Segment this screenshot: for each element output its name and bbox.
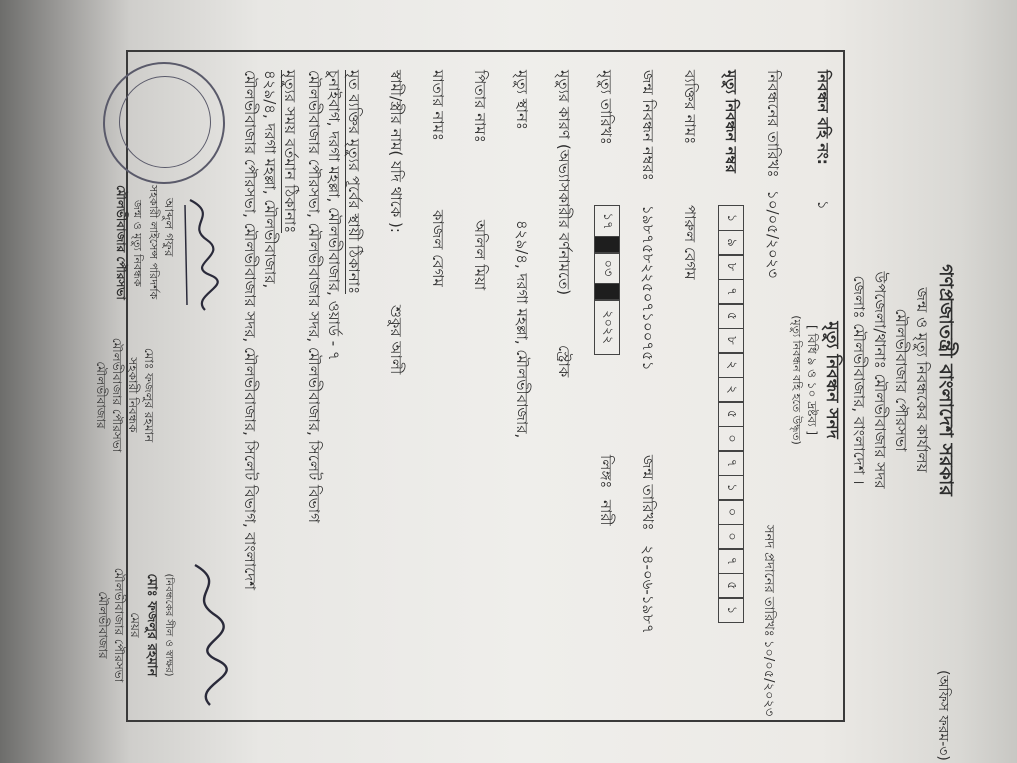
reg-digit: ১ bbox=[718, 475, 744, 501]
reg-digit: ৭ bbox=[718, 279, 744, 305]
upazila-line: উপজেলা/থানাঃ মৌলভীবাজার সদর bbox=[871, 271, 889, 489]
death-date-label: মৃত্যু তারিখঃ bbox=[597, 70, 615, 145]
registration-date-value: ১০/০৫/২০২৩ bbox=[764, 190, 782, 279]
spouse-name-value: শুকুর আলী bbox=[387, 305, 405, 375]
municipality-line: মৌলভীবাজার পৌরসভা bbox=[892, 308, 910, 452]
stamp-name: আব্দুল গফুর bbox=[162, 198, 176, 257]
certificate-page bbox=[85, 0, 985, 763]
reg-digit: ৫ bbox=[718, 573, 744, 599]
reg-digit: ৭ bbox=[718, 548, 744, 574]
reg-digit: ২ bbox=[718, 377, 744, 403]
left-signatory-title: সহকারী নিবন্ধক bbox=[126, 357, 140, 433]
issue-date-value: ১০/০৫/২০২৩ bbox=[761, 640, 776, 717]
reg-digit: ৯ bbox=[718, 230, 744, 256]
present-address-line1: ৪২৯/৪, দরগা মহল্লা, মৌলভীবাজার, bbox=[261, 70, 279, 289]
right-signatory-name: মোঃ ফজলুর রহমান bbox=[144, 573, 159, 677]
stamp-office: জন্ম ও মৃত্যু নিবন্ধক bbox=[131, 200, 144, 287]
reg-digit: ০ bbox=[718, 524, 744, 550]
cause-of-death-label: মৃত্যুর কারণ (অভ্যাসকারীর বর্ণনামতে) bbox=[555, 70, 573, 296]
left-signatory-office: মৌলভীবাজার পৌরসভা bbox=[110, 337, 124, 453]
present-address-label: মৃত্যুর সময় বর্তমান ঠিকানাঃ bbox=[281, 70, 299, 234]
birth-reg-number-value: ১৯৮৭৫৮২২৫০৭১০০৭৫১ bbox=[639, 205, 657, 371]
birth-reg-number-label: জন্ম নিবন্ধন নম্বরঃ bbox=[639, 70, 657, 181]
right-signatory-district: মৌলভীবাজার bbox=[96, 591, 110, 659]
reg-digit: ৮ bbox=[718, 328, 744, 354]
present-address-line2: মৌলভীবাজার পৌরসভা, মৌলভীবাজার সদর, মৌলভীবাজার, সিলেট বিভাগ, বাংলাদেশ bbox=[241, 70, 259, 590]
cause-of-death-value: স্ট্রোক bbox=[555, 345, 573, 378]
certificate-title: মৃত্যু নিবন্ধন সনদ bbox=[822, 321, 842, 439]
permanent-address-label: মৃত ব্যক্তির মৃত্যুর পূর্বের স্থায়ী ঠিকানাঃ bbox=[345, 70, 363, 295]
death-year: ২০২২ bbox=[594, 299, 620, 355]
left-signature bbox=[177, 195, 225, 315]
place-of-death-label: মৃত্যু স্থানঃ bbox=[513, 70, 531, 130]
reg-digit: ০ bbox=[718, 499, 744, 525]
govt-title: গণপ্রজাতন্ত্রী বাংলাদেশ সরকার bbox=[935, 264, 957, 496]
spouse-name-label: স্বামী/স্ত্রীর নাম( যদি থাকে ): bbox=[387, 70, 405, 233]
reg-digit: ৫ bbox=[718, 401, 744, 427]
issue-date-label: সনদ প্রদানের তারিখঃ bbox=[761, 525, 776, 637]
death-date-boxes bbox=[594, 205, 620, 354]
permanent-address-line2: মৌলভীবাজার পৌরসভা, মৌলভীবাজার সদর, মৌলভীবাজার, সিলেট বিভাগ bbox=[305, 70, 323, 523]
rule-reference: [ বিধি ৯ ও ১০ দ্রষ্টব্য ] bbox=[805, 324, 819, 436]
place-of-death-value: ৪২৯/৪, দরগা মহল্লা, মৌলভীবাজার, bbox=[513, 220, 531, 439]
office-line: জন্ম ও মৃত্যু নিবন্ধকের কার্যালয় bbox=[913, 287, 931, 473]
death-reg-number-boxes bbox=[718, 205, 744, 622]
date-separator bbox=[594, 283, 620, 301]
death-day: ১৭ bbox=[594, 205, 620, 237]
reg-digit: ৭ bbox=[718, 450, 744, 476]
district-line: জেলাঃ মৌলভীবাজার, বাংলাদেশ । bbox=[850, 275, 868, 485]
right-signature bbox=[175, 560, 235, 710]
permanent-address-line1: চুনাইবাগ, দরগা মহল্লা, মৌলভীবাজার, ওয়ার্ড - ৭ bbox=[325, 70, 343, 361]
certificate-sheet bbox=[85, 0, 985, 763]
death-month: ০৩ bbox=[594, 252, 620, 284]
reg-digit: ০ bbox=[718, 426, 744, 452]
left-signatory-name: মোঃ ফজলুর রহমান bbox=[142, 347, 156, 443]
registrar-seal-caption: (নিবন্ধকের সীল ও স্বাক্ষর) bbox=[163, 573, 174, 677]
deceased-name-label: ব্যক্তির নামঃ bbox=[681, 70, 699, 145]
extract-note: (মৃত্যু নিবন্ধন বহি হতে উদ্ধৃত) bbox=[790, 315, 803, 445]
official-seal bbox=[103, 62, 225, 184]
mother-name-label: মাতার নামঃ bbox=[429, 70, 447, 141]
reg-digit: ২ bbox=[718, 352, 744, 378]
reg-digit: ৮ bbox=[718, 254, 744, 280]
form-number: (অফিস ফরম-৩) bbox=[935, 670, 951, 761]
right-signatory-office: মৌলভীবাজার পৌরসভা bbox=[112, 567, 126, 683]
birth-date-label: জন্ম তারিখঃ bbox=[639, 455, 657, 531]
stamp-designation: সহকারী লাইসেন্স পরিদর্শক bbox=[147, 185, 160, 300]
reg-digit: ১ bbox=[718, 597, 744, 623]
deceased-name-value: পারুল বেগম bbox=[681, 205, 699, 280]
reg-digit: ১ bbox=[718, 205, 744, 231]
gender-value: নারী bbox=[597, 500, 615, 526]
gender-label: লিঙ্গঃ bbox=[597, 455, 615, 489]
reg-digit: ৫ bbox=[718, 303, 744, 329]
father-name-value: অলিল মিয়া bbox=[471, 220, 489, 291]
left-signatory-district: মৌলভীবাজার bbox=[94, 361, 108, 429]
register-book-value: ১ bbox=[814, 200, 832, 210]
date-separator bbox=[594, 236, 620, 254]
death-reg-number-label: মৃত্যু নিবন্ধন নম্বর bbox=[722, 70, 740, 173]
mother-name-value: কাজল বেগম bbox=[429, 210, 447, 287]
birth-date-value: ২৪-০৬-১৯৮৭ bbox=[639, 545, 657, 634]
right-signatory-title: মেয়র bbox=[128, 612, 142, 638]
father-name-label: পিতার নামঃ bbox=[471, 70, 489, 143]
stamp-municipality: মৌলভীবাজার পৌরসভা bbox=[114, 185, 128, 300]
registration-date-label: নিবন্ধনের তারিখঃ bbox=[764, 70, 782, 178]
register-book-label: নিবন্ধন বহি নং: bbox=[814, 70, 832, 165]
